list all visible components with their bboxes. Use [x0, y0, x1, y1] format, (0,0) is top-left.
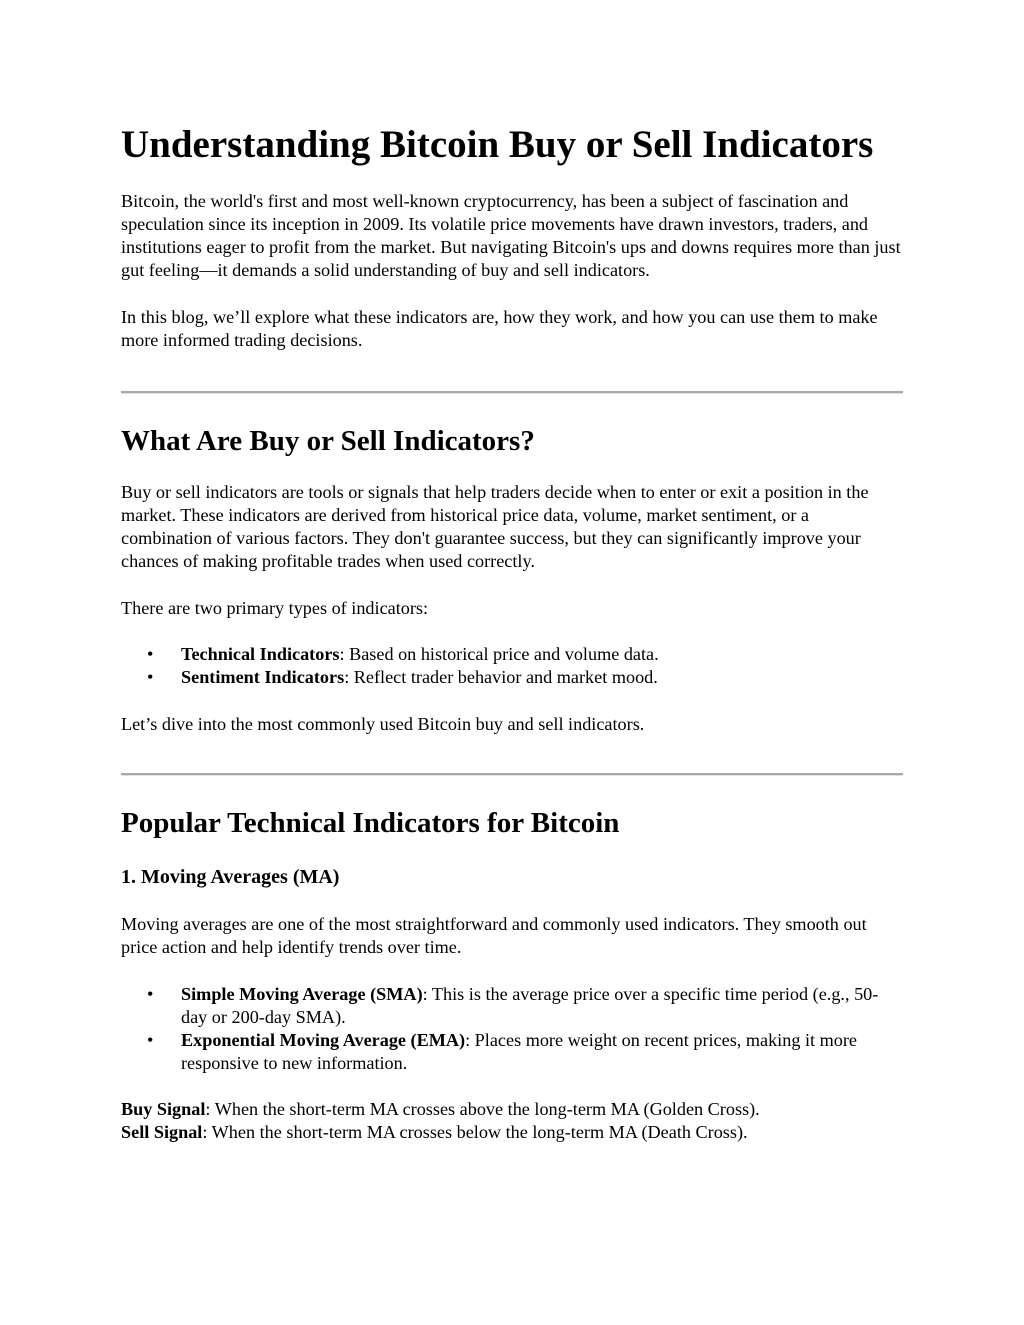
indicator-types-list [121, 643, 903, 689]
bullet-icon: • [147, 984, 154, 1004]
section1-paragraph-3: Let’s dive into the most commonly used Bitcoin buy and sell indicators. [121, 714, 645, 734]
section-divider [121, 391, 903, 394]
section1-paragraph-2: There are two primary types of indicators: [121, 598, 429, 618]
section-divider [121, 773, 903, 776]
list-item-description: : Reflect trader behavior and market mood. [344, 667, 658, 688]
section-heading-technical-indicators: Popular Technical Indicators for Bitcoin [121, 807, 620, 839]
list-item-description: : Places more weight on recent prices, making it more responsive to new information. [181, 1030, 857, 1074]
list-item [121, 983, 903, 1029]
buy-signal-text: : When the short-term MA crosses above the long-term MA (Golden Cross). [205, 1099, 760, 1119]
bullet-icon: • [147, 1030, 154, 1051]
intro-paragraph-2: In this blog, we’ll explore what these indicators are, how they work, and how you can use them to make more informed trading decisions. [121, 307, 878, 351]
buy-signal-label: Buy Signal [121, 1099, 206, 1119]
list-item [121, 666, 903, 689]
section-heading-what-are-indicators: What Are Buy or Sell Indicators? [121, 425, 535, 457]
moving-averages-paragraph: Moving averages are one of the most straightforward and commonly used indicators. They smooth out price action and help identify trends over time. [121, 914, 867, 958]
page-title: Understanding Bitcoin Buy or Sell Indicators [121, 123, 874, 166]
list-item [121, 1029, 903, 1075]
moving-averages-list [121, 983, 903, 1075]
list-item-term: Technical Indicators [181, 644, 340, 664]
bullet-icon: • [147, 667, 154, 688]
intro-paragraph-1: Bitcoin, the world's first and most well-known cryptocurrency, has been a subject of fascination and speculation since its inception in 2009. Its volatile price movements have drawn investors, traders, and institutions eager to profit from the market. But navigating Bitcoin's ups and downs requires more than just gut feeling—it demands a solid understanding of buy and sell indicators. [121, 191, 901, 281]
sell-signal-text: : When the short-term MA crosses below the long-term MA (Death Cross). [202, 1122, 748, 1143]
bullet-icon: • [147, 644, 154, 664]
section1-paragraph-1: Buy or sell indicators are tools or signals that help traders decide when to enter or exit a position in the market. These indicators are derived from historical price data, volume, market sentiment, or a combination of various factors. They don't guarantee success, but they can significantly improve your chances of making profitable trades when used correctly. [121, 482, 869, 572]
list-item-description: : Based on historical price and volume data. [339, 644, 659, 664]
list-item-term: Sentiment Indicators [181, 667, 345, 688]
list-item-term: Simple Moving Average (SMA) [181, 984, 423, 1004]
subheading-moving-averages: 1. Moving Averages (MA) [121, 866, 340, 888]
list-item-description: : This is the average price over a specific time period (e.g., 50-day or 200-day SMA). [181, 984, 879, 1028]
sell-signal-label: Sell Signal [121, 1122, 203, 1143]
list-item-term: Exponential Moving Average (EMA) [181, 1030, 466, 1051]
list-item [121, 643, 903, 666]
signals-paragraph [121, 1098, 903, 1144]
